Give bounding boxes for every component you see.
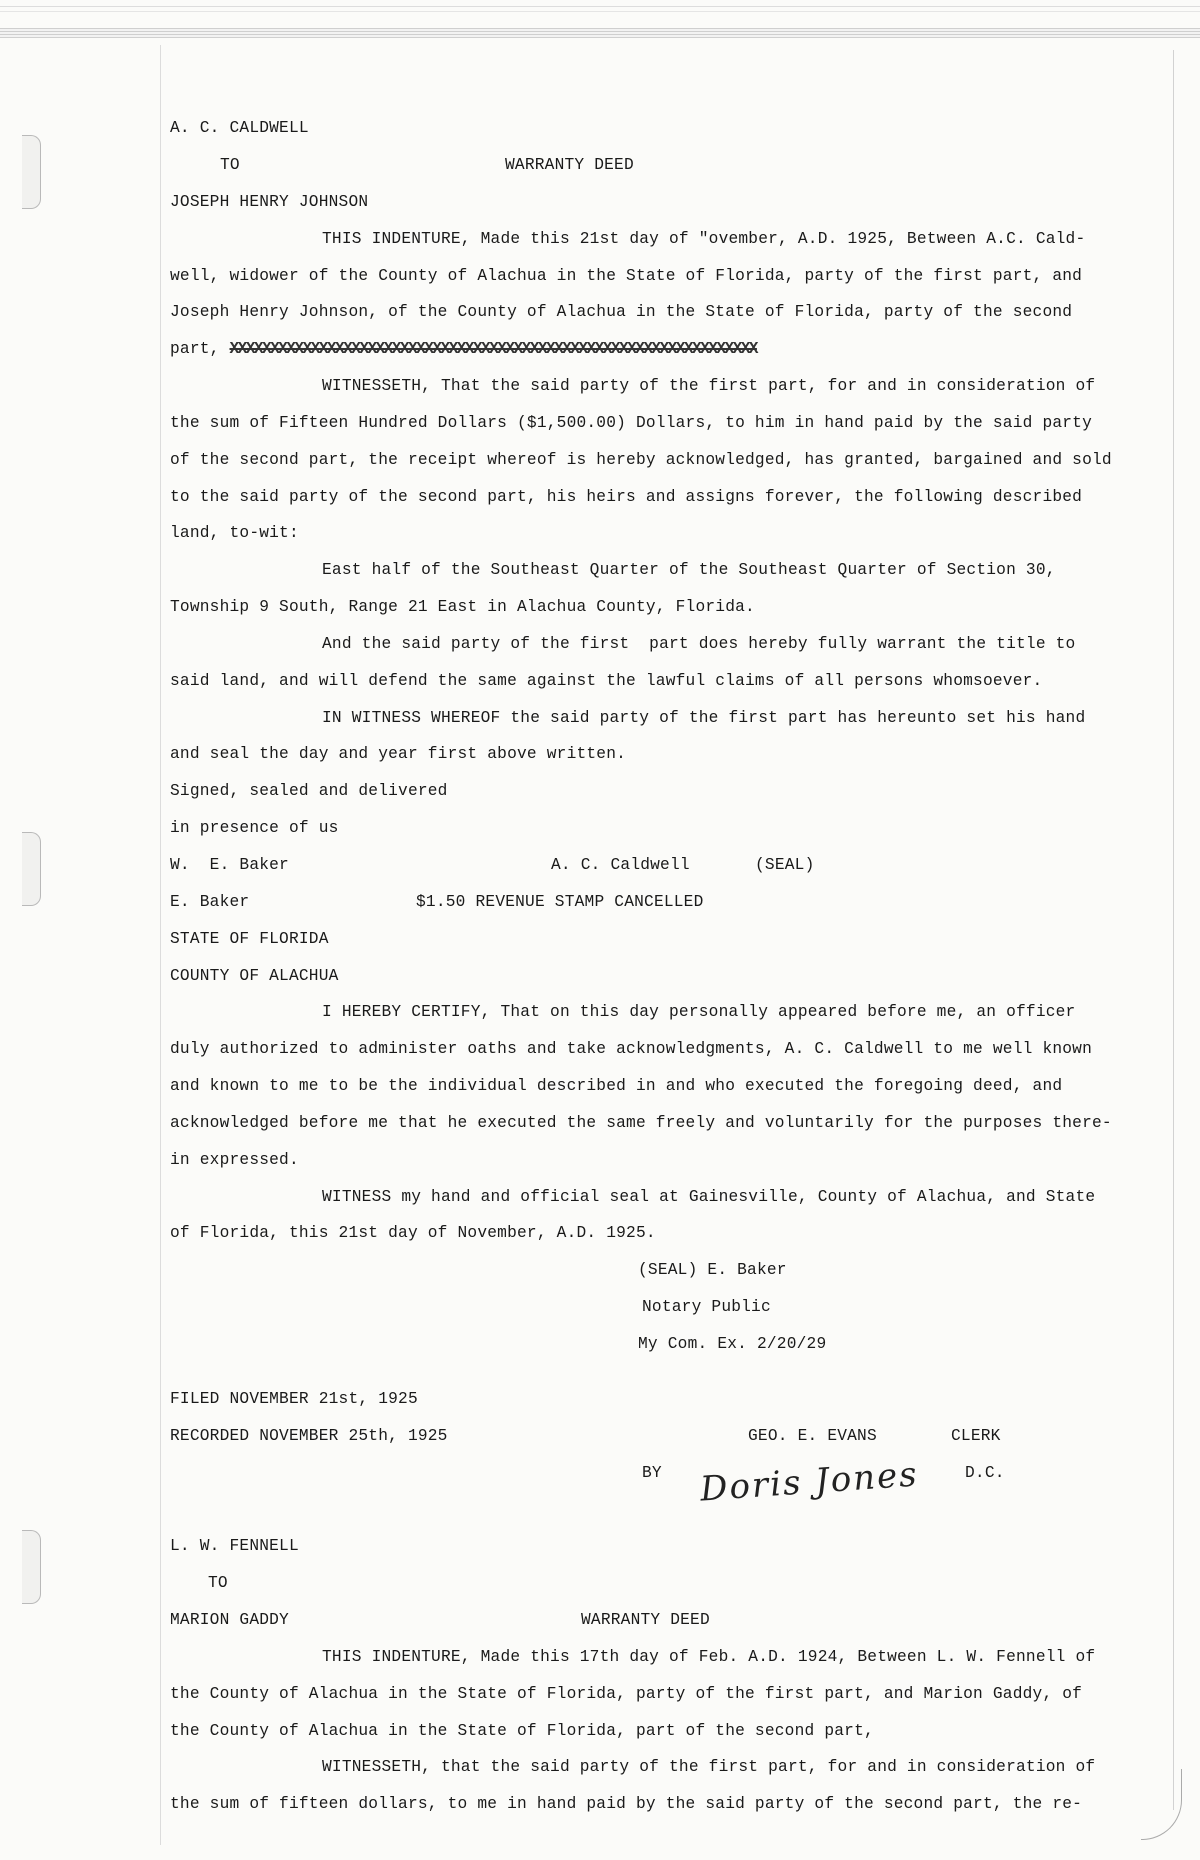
deed1-signer: A. C. Caldwell xyxy=(551,856,690,874)
deed2-grantee: MARION GADDY xyxy=(170,1611,289,1629)
deed1-para1-line1: THIS INDENTURE, Made this 21st day of "ovember, A.D. 1925, Between A.C. Cald- xyxy=(322,230,1086,248)
deed1-para2-line2: the sum of Fifteen Hundred Dollars ($1,500.00) Dollars, to him in hand paid by the said party xyxy=(170,414,1093,432)
deed1-para4-line2: said land, and will defend the same against the lawful claims of all persons whomsoever. xyxy=(170,672,1043,690)
deed1-seal1: (SEAL) xyxy=(755,856,815,874)
deed1-witness2: E. Baker xyxy=(170,893,250,911)
deed1-filed: FILED NOVEMBER 21st, 1925 xyxy=(170,1390,418,1408)
deed1-grantee: JOSEPH HENRY JOHNSON xyxy=(170,193,369,211)
deed1-para2-line4: to the said party of the second part, his heirs and assigns forever, the following described xyxy=(170,488,1083,506)
deed1-clerk-name: GEO. E. EVANS xyxy=(748,1427,877,1445)
deed1-witness1: W. E. Baker xyxy=(170,856,289,874)
deputy-clerk-signature: Doris Jones xyxy=(698,1454,920,1510)
deed2-para2-line1: WITNESSETH, that the said party of the first part, for and in consideration of xyxy=(322,1758,1096,1776)
deed1-witness-line1: WITNESS my hand and official seal at Gainesville, County of Alachua, and State xyxy=(322,1188,1096,1206)
deed2-grantor: L. W. FENNELL xyxy=(170,1537,299,1555)
deed1-para1-line4 xyxy=(170,339,757,359)
left-margin-line xyxy=(160,45,161,1845)
deed1-para5-line1: IN WITNESS WHEREOF the said party of the first part has hereunto set his hand xyxy=(322,709,1086,727)
deed1-para5-line2: and seal the day and year first above written. xyxy=(170,745,627,763)
page-curl xyxy=(1141,1769,1182,1840)
deed1-clerk-title: CLERK xyxy=(951,1427,1001,1445)
deed1-grantor: A. C. CALDWELL xyxy=(170,119,309,137)
binder-hole-3 xyxy=(22,1530,41,1604)
deed1-notary-commission: My Com. Ex. 2/20/29 xyxy=(638,1335,827,1353)
deed1-para2-line5: land, to-wit: xyxy=(170,524,299,542)
deed1-signed-line1: Signed, sealed and delivered xyxy=(170,782,448,800)
deed2-doc-type: WARRANTY DEED xyxy=(581,1611,710,1629)
deed1-county: COUNTY OF ALACHUA xyxy=(170,967,339,985)
deed1-strikeout: XXXXXXXXXXXXXXXXXXXXXXXXXXXXXXXXXXXXXXXXXXXXXXXXXXXXXXXXXXXXXXXXX xyxy=(229,340,757,358)
deed2-para1-line3: the County of Alachua in the State of Florida, part of the second part, xyxy=(170,1722,874,1740)
deed1-witness-line2: of Florida, this 21st day of November, A.D. 1925. xyxy=(170,1224,656,1242)
deed1-para3-line1: East half of the Southeast Quarter of the Southeast Quarter of Section 30, xyxy=(322,561,1056,579)
deed1-cert-line5: in expressed. xyxy=(170,1151,299,1169)
binder-hole-2 xyxy=(22,832,41,906)
deed1-revenue-stamp: $1.50 REVENUE STAMP CANCELLED xyxy=(416,893,704,911)
page-top-rule xyxy=(0,6,1200,12)
deed2-para1-line2: the County of Alachua in the State of Florida, party of the first part, and Marion Gaddy, of xyxy=(170,1685,1083,1703)
deed1-para4-line1: And the said party of the first part does hereby fully warrant the title to xyxy=(322,635,1076,653)
deed1-notary-seal: (SEAL) E. Baker xyxy=(638,1261,787,1279)
deed1-para1-last-start: part, xyxy=(170,340,220,358)
deed1-state: STATE OF FLORIDA xyxy=(170,930,329,948)
deed1-cert-line3: and known to me to be the individual described in and who executed the foregoing deed, and xyxy=(170,1077,1063,1095)
deed2-para1-line1: THIS INDENTURE, Made this 17th day of Feb. A.D. 1924, Between L. W. Fennell of xyxy=(322,1648,1096,1666)
deed2-to: TO xyxy=(208,1574,228,1592)
binder-hole-1 xyxy=(22,135,41,209)
deed1-recorded: RECORDED NOVEMBER 25th, 1925 xyxy=(170,1427,448,1445)
deed1-para2-line3: of the second part, the receipt whereof is hereby acknowledged, has granted, bargained and sold xyxy=(170,451,1112,469)
deed1-cert-line2: duly authorized to administer oaths and take acknowledgments, A. C. Caldwell to me well known xyxy=(170,1040,1093,1058)
deed1-notary-title: Notary Public xyxy=(642,1298,771,1316)
deed1-para1-line3: Joseph Henry Johnson, of the County of Alachua in the State of Florida, party of the second xyxy=(170,303,1073,321)
deed1-by: BY xyxy=(642,1464,662,1482)
deed1-to: TO xyxy=(220,156,240,174)
deed1-para3-line2: Township 9 South, Range 21 East in Alachua County, Florida. xyxy=(170,598,755,616)
deed1-cert-line1: I HEREBY CERTIFY, That on this day personally appeared before me, an officer xyxy=(322,1003,1076,1021)
page-top-band xyxy=(0,28,1200,38)
deed1-dc: D.C. xyxy=(965,1464,1005,1482)
right-page-edge xyxy=(1173,50,1174,1810)
deed1-signed-line2: in presence of us xyxy=(170,819,339,837)
deed1-doc-type: WARRANTY DEED xyxy=(505,156,634,174)
deed1-cert-line4: acknowledged before me that he executed the same freely and voluntarily for the purposes there- xyxy=(170,1114,1112,1132)
deed2-para2-line2: the sum of fifteen dollars, to me in hand paid by the said party of the second part, the re- xyxy=(170,1795,1083,1813)
deed1-para1-line2: well, widower of the County of Alachua in the State of Florida, party of the first part, and xyxy=(170,267,1083,285)
deed1-para2-line1: WITNESSETH, That the said party of the first part, for and in consideration of xyxy=(322,377,1096,395)
